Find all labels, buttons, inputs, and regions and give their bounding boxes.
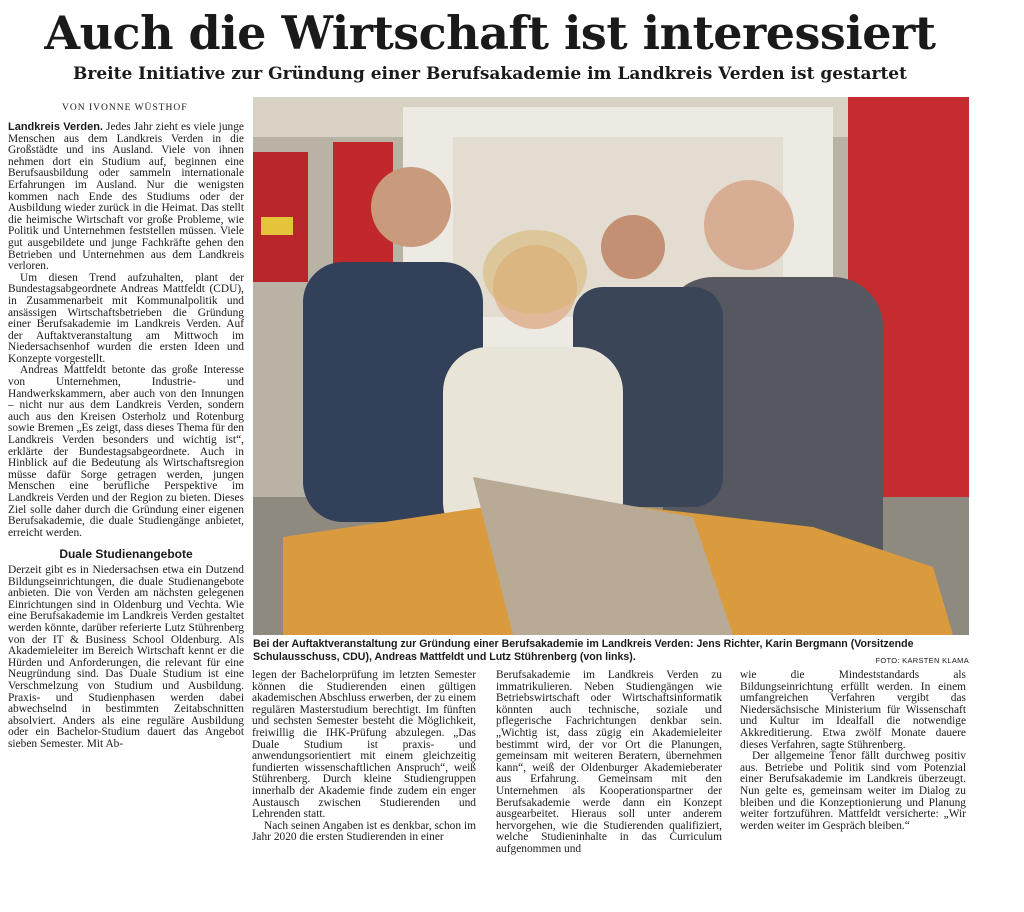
headline: Auch die Wirtschaft ist interessiert (44, 6, 936, 60)
article-column-3 (496, 670, 722, 856)
section-heading: Duale Studienangebote (59, 547, 193, 562)
group-photo-illustration (253, 97, 969, 635)
subheadline: Breite Initiative zur Gründung einer Berufsakademie im Landkreis Verden ist gestartet (73, 64, 907, 84)
article-photo (253, 97, 969, 635)
article-column-4 (740, 670, 966, 832)
paragraph: Der allgemeine Tenor fällt durchweg positiv aus. Betriebe und Politik sind vom Potenzial einer Berufsakademie im Landkreis überzeugt. Nun gelte es, gemeinsam weiter im Dialog zu bleiben und die Konzeptionierung und Planung weiter fortzuführen. Mattfeldt versicherte: „Wir werden weiter im Gespräch bleiben.“ (740, 750, 966, 832)
article-column-1 (8, 122, 244, 750)
lead-text: Jedes Jahr zieht es viele junge Menschen aus dem Landkreis Verden in die Großstädte und ins Ausland. Viele von ihnen nehmen dort ein Studium auf, beginnen eine Berufsausbildung oder sammeln internationale Erfahrungen im Ausland. Nur die wenigsten kommen nach Ende des Studiums oder der Ausbildung wieder zurück in die Heimat. Das stellt die heimische Wirtschaft vor große Probleme, wie Politik und Unternehmen feststellen müssen. Viele gut ausgebildete und junge Fachkräfte gehen den Betrieben und Unternehmen aus dem Landkreis verloren. (8, 121, 244, 273)
paragraph: Derzeit gibt es in Niedersachsen etwa ein Dutzend Bildungseinrichtungen, die duale Studienangebote anbieten. Die von Verden am nächsten gelegenen Einrichtungen sind in Oldenburg und Vechta. Wie eine Berufsakademie im Landkreis Verden gestaltet werden könnte, darüber referierte Lutz Stührenberg von der IT & Business School Oldenburg. Als Akademieleiter im Bereich Wirtschaft kennt er die Hürden und Anforderungen, die relevant für eine Neugründung sind. Das Duale Studium ist eine Verschmelzung von Studium und Ausbildung. Praxis- und Studienphasen werden dabei abwechselnd in bestimmten Zeitabschnitten absolviert. Anders als eine reguläre Ausbildung oder ein Bachelor-Studium dauert das Angebot sieben Semester. Mit Ab- (8, 563, 244, 750)
paragraph: Andreas Mattfeldt betonte das große Interesse von Unternehmen, Industrie- und Handwerkskammern, aber auch von den Innungen – nicht nur aus dem Landkreis Verden, sondern auch aus den Kreisen Osterholz und Rotenburg sowie Bremen „Es zeigt, dass dieses Thema für den Landkreis Verden besonders und wichtig ist“, erklärte der Bundestagsabgeordnete. Auch in Hinblick auf die Bedeutung als Wirtschaftsregion müsse dafür Sorge getragen werden, jungen Menschen eine berufliche Perspektive im Landkreis Verden und der Region zu bieten. Dieses Ziel solle daher durch die Gründung einer eigenen Berufsakademie, die duale Studiengänge anbietet, erreicht werden. (8, 364, 244, 539)
photo-credit: FOTO: KARSTEN KLAMA (875, 656, 969, 665)
paragraph: Um diesen Trend aufzuhalten, plant der Bundestagsabgeordnete Andreas Mattfeldt (CDU), in Zusammenarbeit mit Kommunalpolitik und ansässigen Wirtschaftsbetrieben die Gründung einer Berufsakademie im Landkreis Verden. Auf der Auftaktveranstaltung am Mittwoch im Niedersachsenhof wurden die ersten Ideen und Konzepte vorgestellt. (8, 271, 244, 365)
paragraph: legen der Bachelorprüfung im letzten Semester können die Studierenden einen gültigen akademischen Abschluss erwerben, der zu einem regulären Masterstudium berechtigt. Im fünften und sechsten Semester besteht die Möglichkeit, freiwillig die IHK-Prüfung abzulegen. „Das Duale Studium ist praxis- und anwendungsorientiert mit einem gleichzeitig fundierten wissenschaftlichen Anspruch“, weiß Stührenberg. Durch kleine Studiengruppen innerhalb der Akademie finde zudem ein enger Austausch zwischen Studierenden und Lehrenden statt. (252, 669, 476, 821)
paragraph: Berufsakademie im Landkreis Verden zu immatrikulieren. Neben Studiengängen wie Betriebswirtschaft oder Wirtschaftsinformatik könnten auch technische, soziale und pflegerische Fachrichtungen denkbar sein. „Wichtig ist, dass zügig ein Akademieleiter bestimmt wird, der vor Ort die Planungen, gemeinsam mit weiteren Beratern, übernehmen kann“, weiß der Oldenburger Akademieberater aus Erfahrung. Gemeinsam mit den Unternehmen als Kooperationspartner der Berufsakademie werde dann ein Konzept ausgearbeitet. Hieraus soll unter anderem hervorgehen, wie die Studierenden qualifiziert, welche Studieninhalte in das Curriculum aufgenommen und (496, 669, 722, 855)
article-column-2 (252, 670, 476, 844)
paragraph: Nach seinen Angaben ist es denkbar, schon im Jahr 2020 die ersten Studierenden in einer (252, 819, 476, 844)
lead-paragraph (8, 122, 244, 273)
paragraph: wie die Mindeststandards als Bildungseinrichtung erfüllt werden. In einem umfangreichen Verfahren vergibt das Niedersächsische Ministerium für Wissenschaft und Kultur im Idealfall die notwendige Akkreditierung. Etwa zwölf Monate dauere dieses Verfahren, sagte Stührenberg. (740, 669, 966, 751)
photo-caption: Bei der Auftaktveranstaltung zur Gründung einer Berufsakademie im Landkreis Verden: Jens Richter, Karin Bergmann (Vorsitzende Schulausschuss, CDU), Andreas Mattfeldt und Lutz Stührenberg (von links). (253, 638, 914, 663)
dateline: Landkreis Verden. (8, 121, 103, 133)
byline: VON IVONNE WÜSTHOF (62, 103, 188, 113)
